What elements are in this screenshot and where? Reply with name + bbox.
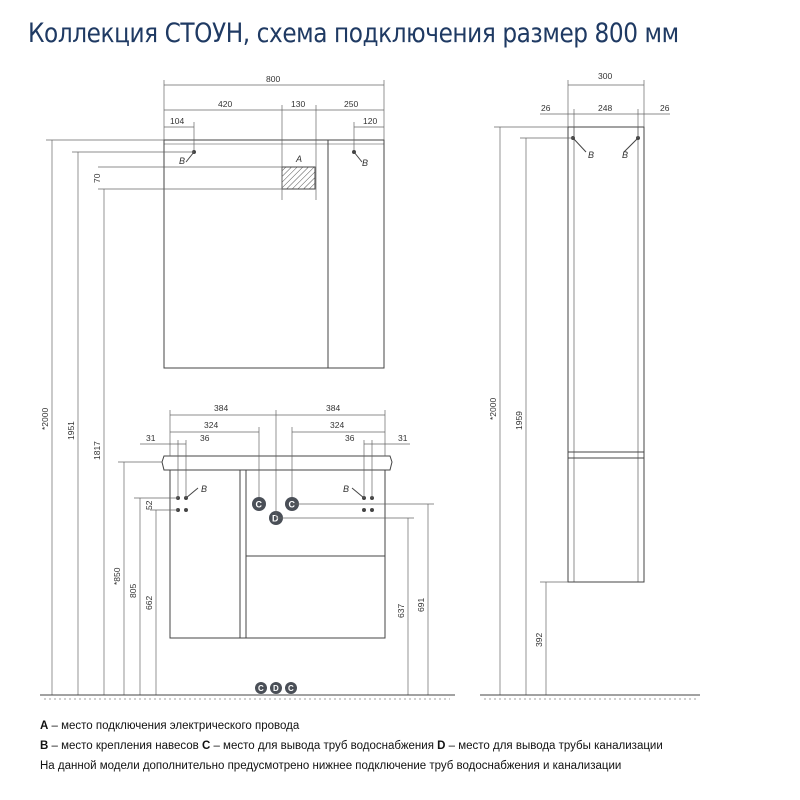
mirror-hook-left-label: B [179, 156, 186, 166]
legend-key-c: C [201, 740, 211, 752]
dim-mirror-left-hook: 104 [170, 116, 185, 126]
dim-cab-right-324: 324 [330, 420, 345, 430]
mirror-cabinet [164, 140, 384, 368]
dim-col-side-left: 26 [541, 103, 551, 113]
vanity-hook-right-label: B [343, 484, 350, 494]
dim-cab-left-324: 324 [204, 420, 219, 430]
water-outlet-right-label: C [288, 499, 295, 510]
marker-a-label: A [296, 154, 303, 164]
floor-line-right [480, 695, 700, 699]
legend-line-bcd [40, 736, 663, 756]
dim-height-805: 805 [128, 583, 138, 598]
dim-socket-drop: 70 [92, 173, 102, 183]
floor-outlets [255, 682, 297, 694]
dim-mirror-mid: 130 [291, 99, 306, 109]
legend-text-d: – место для вывода трубы канализации [445, 740, 663, 752]
mirror-hook-right [353, 151, 363, 163]
dim-col-width: 300 [598, 71, 613, 81]
floor-line-left [40, 695, 455, 699]
dim-height-850: *850 [112, 567, 122, 585]
legend-text-b: – место крепления навесов [48, 740, 202, 752]
dim-cab-left-384: 384 [214, 403, 229, 413]
dim-col-height-392: 392 [534, 632, 544, 647]
legend-text-c: – место для вывода труб водоснабжения [210, 740, 438, 752]
water-outlet-left-label: C [255, 499, 262, 510]
water-outlet-left [252, 497, 266, 511]
dim-col-inner: 248 [598, 103, 613, 113]
vanity-hook-left-label: B [201, 484, 208, 494]
mirror-hook-right-label: B [362, 158, 369, 168]
vanity-cabinet [162, 456, 392, 638]
legend-line-a [40, 716, 663, 736]
dim-height-662: 662 [144, 595, 154, 610]
dim-mirror-right-hook: 120 [363, 116, 378, 126]
dim-mirror-width: 800 [266, 74, 281, 84]
dim-height-637: 637 [396, 603, 406, 618]
tall-column [568, 127, 644, 582]
dim-height-1817: 1817 [92, 441, 102, 460]
dim-cab-right-31: 31 [398, 433, 408, 443]
floor-outlet-c-left: C [258, 684, 264, 693]
legend-line-note: На данной модели дополнительно предусмотрено нижнее подключение труб водоснабжения и канализации [40, 760, 622, 772]
column-hook-left [572, 137, 587, 153]
vanity-hook-left [177, 488, 199, 512]
dim-mirror-left: 420 [218, 99, 233, 109]
dim-cab-right-36: 36 [345, 433, 355, 443]
column-hook-right-label: B [622, 150, 629, 160]
page-title: Коллекция СТОУН, схема подключения размер 800 мм [28, 18, 679, 49]
dim-total-height: *2000 [40, 407, 50, 430]
vanity-hook-right [352, 488, 374, 512]
drain-outlet-label: D [272, 513, 279, 524]
legend [40, 716, 663, 776]
dim-mirror-right: 250 [344, 99, 359, 109]
dim-cab-right-384: 384 [326, 403, 341, 413]
electrical-socket-area [282, 167, 315, 189]
legend-key-d: D [437, 740, 446, 752]
dim-cab-left-31: 31 [146, 433, 156, 443]
dim-col-height-1959: 1959 [514, 411, 524, 430]
legend-text-a: – место подключения электрического провода [48, 720, 300, 732]
dim-col-total-height: *2000 [488, 397, 498, 420]
floor-outlet-d: D [273, 684, 279, 693]
dim-cab-52: 52 [144, 500, 154, 510]
dim-height-691: 691 [416, 597, 426, 612]
legend-key-b: B [40, 740, 49, 752]
column-hook-left-label: B [588, 150, 595, 160]
dim-cab-left-36: 36 [200, 433, 210, 443]
floor-outlet-c-right: C [288, 684, 294, 693]
dim-col-side-right: 26 [660, 103, 670, 113]
legend-key-a: A [40, 720, 49, 732]
dim-height-1951: 1951 [66, 421, 76, 440]
